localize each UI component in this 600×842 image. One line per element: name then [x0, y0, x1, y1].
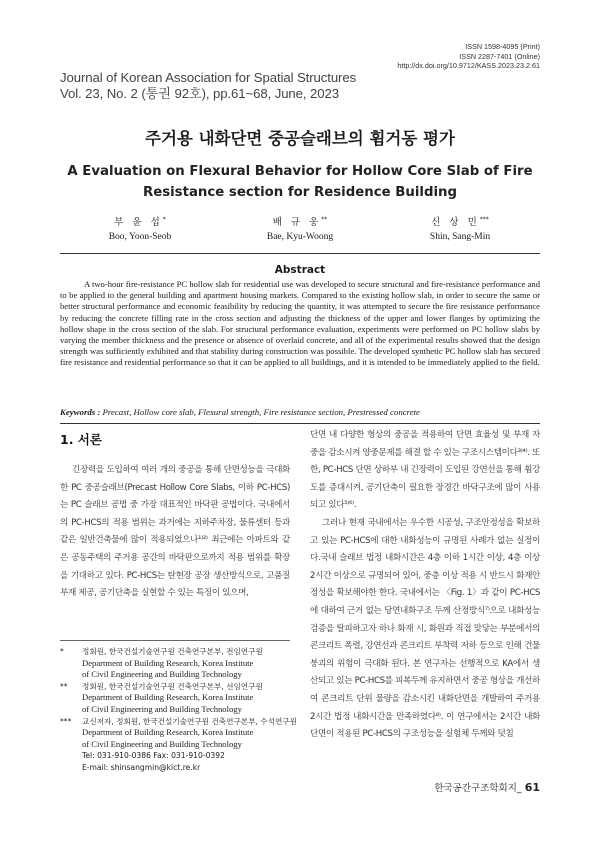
- title-english-line2: Resistance section for Residence Building: [142, 185, 458, 200]
- journal-name: Journal of Korean Association for Spatial Structures: [60, 70, 357, 85]
- author-1-name-ko: 부 윤 섭: [114, 217, 163, 229]
- author-1-name-en: Boo, Yoon-Seob: [108, 232, 172, 243]
- footnote-1-mark: *: [60, 647, 64, 656]
- author-2: [220, 212, 380, 245]
- footer-separator: _: [516, 783, 525, 794]
- issn-print: ISSN 1598-4095 (Print): [465, 42, 540, 51]
- author-1: [60, 212, 220, 245]
- footnote-3-en-line2: of Civil Engineering and Building Technology: [82, 738, 242, 749]
- title-english: [60, 161, 540, 203]
- footnote-2-en-line2: of Civil Engineering and Building Technology: [82, 703, 242, 714]
- footnote-3-en-line1: Department of Building Research, Korea Institute: [82, 727, 254, 738]
- intro-paragraph-1: 긴장력을 도입하여 여러 개의 중공을 통해 단면성능을 극대화한 PC 중공슬래브(Precast Hollow Core Slabs, 이하 PC-HCS)는 PC 슬래브 공법 중 가장 대표적인 바닥판 공법이다. 국내에서의 PC-HCS의 적용 범위는 과거에는 지하주차장, 물류센터 등과 같은 일반건축물에 많이 적용되었으나¹⁾²⁾ 최근에는 아파트와 같은 공동주택의 주거용 공간의 바닥판으로까지 적용 범위를 확장을 기대하고 있다. PC-HCS는 탄현장 공장 생산방식으로, 고품질 부재 제공, 공기단축을 실현할 수 있는 특징이 있으며,: [60, 465, 290, 599]
- footnote-rule: [60, 640, 290, 641]
- intro-paragraph-1-cont: 단면 내 다양한 형상의 중공을 적용하여 단면 효율성 및 부재 자중을 감소시켜 양중문제를 해결 할 수 있는 구조시스템이다³⁾⁴⁾. 또한, PC-HCS 단면 상하부 내 긴장력이 도입된 강연선을 통해 휨강도를 증대시켜, 공기단축이 필요한 장경간 바닥구조에 많이 사용되고 있다⁵⁾⁶⁾.: [310, 430, 540, 511]
- page-footer: [434, 780, 540, 794]
- author-2-name-ko: 배 규 웅: [272, 217, 322, 229]
- right-column: [310, 427, 540, 744]
- footnote-3-email[interactable]: E-mail: shinsangmin@kict.re.kr: [82, 762, 201, 772]
- keywords-line: [60, 407, 540, 417]
- footnote-2-en-line1: Department of Building Research, Korea Institute: [82, 692, 254, 703]
- footnote-3-mark: ***: [60, 716, 72, 726]
- intro-paragraph-2: 그러나 현재 국내에서는 우수한 시공성, 구조안정성을 확보하고 있는 PC-HCS에 대한 내화성능이 규명된 사례가 없는 실정이다.국내 슬래브 법정 내화시간은 4층 이하 1시간 이상, 4층 이상 2시간 이상으로 규명되어 있어, 중층 이상 적용 시 반드시 화재안정성을 확보해야한 한다. 국내에서는 〈Fig. 1〉과 같이 PC-HCS에 대하여 근거 없는 당연내화구조 두께 산정방식⁷⁾으로 내화성능 검증을 탈피하고자 하나 화재 시, 화원과 직접 맞닿는 부분에서의 콘크리트 폭렬, 강연선과 콘크리트 부착력 저하 등으로 인해 건물 붕괴의 위험이 극대화 된다. 본 연구자는 선행적으로 KA에서 생산되고 있는 PC-HCS를 피복두께 유지하면서 중공 형상을 개선하여 콘크리트 단위 물량을 감소시킨 내화단면을 개발하여 주거용 2시간 법정 내화시간을 만족하였다⁸⁾. 이 연구에서는 2시간 내화단면이 적용된 PC-HCS의 구조성능을 실험체 두께와 덧침: [310, 517, 540, 740]
- issn-block: [397, 42, 540, 71]
- footer-journal-name: 한국공간구조학회지: [434, 783, 517, 794]
- footnote-3-tel: Tel: 031-910-0386 Fax: 031-910-0392: [82, 751, 225, 761]
- keywords-label: Keywords :: [60, 407, 101, 417]
- author-3-name-ko: 신 상 민: [431, 217, 480, 229]
- page-number: 61: [524, 781, 540, 794]
- abstract-heading: Abstract: [274, 264, 326, 276]
- footnote-2-mark: **: [60, 681, 68, 691]
- issn-online: ISSN 2287-7401 (Online): [459, 51, 540, 61]
- author-footnotes: [60, 646, 300, 774]
- footnote-1-en-line2: of Civil Engineering and Building Technology: [82, 669, 242, 680]
- abstract-text: A two-hour fire-resistance PC hollow slab for residential use was developed to secure structural and fire-resistance performance and to be applied to the general building and apartment housing markets. Compared to the existing hollow slab, in order to secure the same or better structural performance and economic feasibility by reducing the quantity, it was attempted to secure the fire resistance performance by reducing the concrete filling rate in the cross section and adjusting the thickness of the upper and lower flanges by optimizing the hollow shape in the cross section of the slab. For structural performance evaluation, experiments were performed on PC hollow slabs by varying the member thickness and the presence or absence of overlaid concrete, and all of the experimental results showed that the design strength was sufficiently exhibited and that stability during construction was possible. The developed synthetic PC hollow slab has secured fire resistance and residential performance so that it can be applied to all buildings, and it is intended to be immediately applied to the field.: [60, 279, 540, 368]
- author-2-mark: **: [321, 216, 328, 223]
- title-english-line1: A Evaluation on Flexural Behavior for Hollow Core Slab of Fire: [67, 164, 533, 179]
- title-korean: 주거용 내화단면 중공슬래브의 휨거동 평가: [145, 129, 455, 148]
- doi-link[interactable]: http://dx.doi.org/10.9712/KASS.2023.23.2.61: [397, 61, 540, 70]
- footnote-1-en-line1: Department of Building Research, Korea Institute: [82, 657, 254, 668]
- section-heading-intro: 1. 서론: [60, 432, 102, 447]
- author-3-name-en: Shin, Sang-Min: [429, 232, 491, 243]
- author-2-name-en: Bae, Kyu-Woong: [266, 232, 334, 243]
- footnote-2: [60, 681, 300, 716]
- author-3-mark: ***: [479, 216, 489, 223]
- footnote-3-ko: 교신저자, 정회원, 한국건설기술연구원 건축연구본부, 수석연구원: [82, 716, 297, 726]
- author-3: [380, 212, 540, 245]
- left-column: [60, 430, 290, 603]
- footnote-1-ko: 정회원, 한국건설기술연구원 건축연구본부, 전임연구원: [82, 647, 263, 656]
- abstract-bottom-rule: [60, 423, 540, 424]
- footnote-3: [60, 716, 300, 774]
- footnote-2-ko: 정회원, 한국건설기술연구원 건축연구본부, 선임연구원: [82, 681, 263, 691]
- abstract-top-rule: [60, 253, 540, 254]
- journal-info: [60, 70, 540, 101]
- author-1-mark: *: [162, 216, 166, 223]
- journal-issue: Vol. 23, No. 2 (통권 92호), pp.61~68, June, 2023: [60, 85, 339, 101]
- keywords-text: Precast, Hollow core slab, Flexural strength, Fire resistance section, Prestressed concrete: [102, 407, 420, 417]
- footnote-1: [60, 646, 300, 681]
